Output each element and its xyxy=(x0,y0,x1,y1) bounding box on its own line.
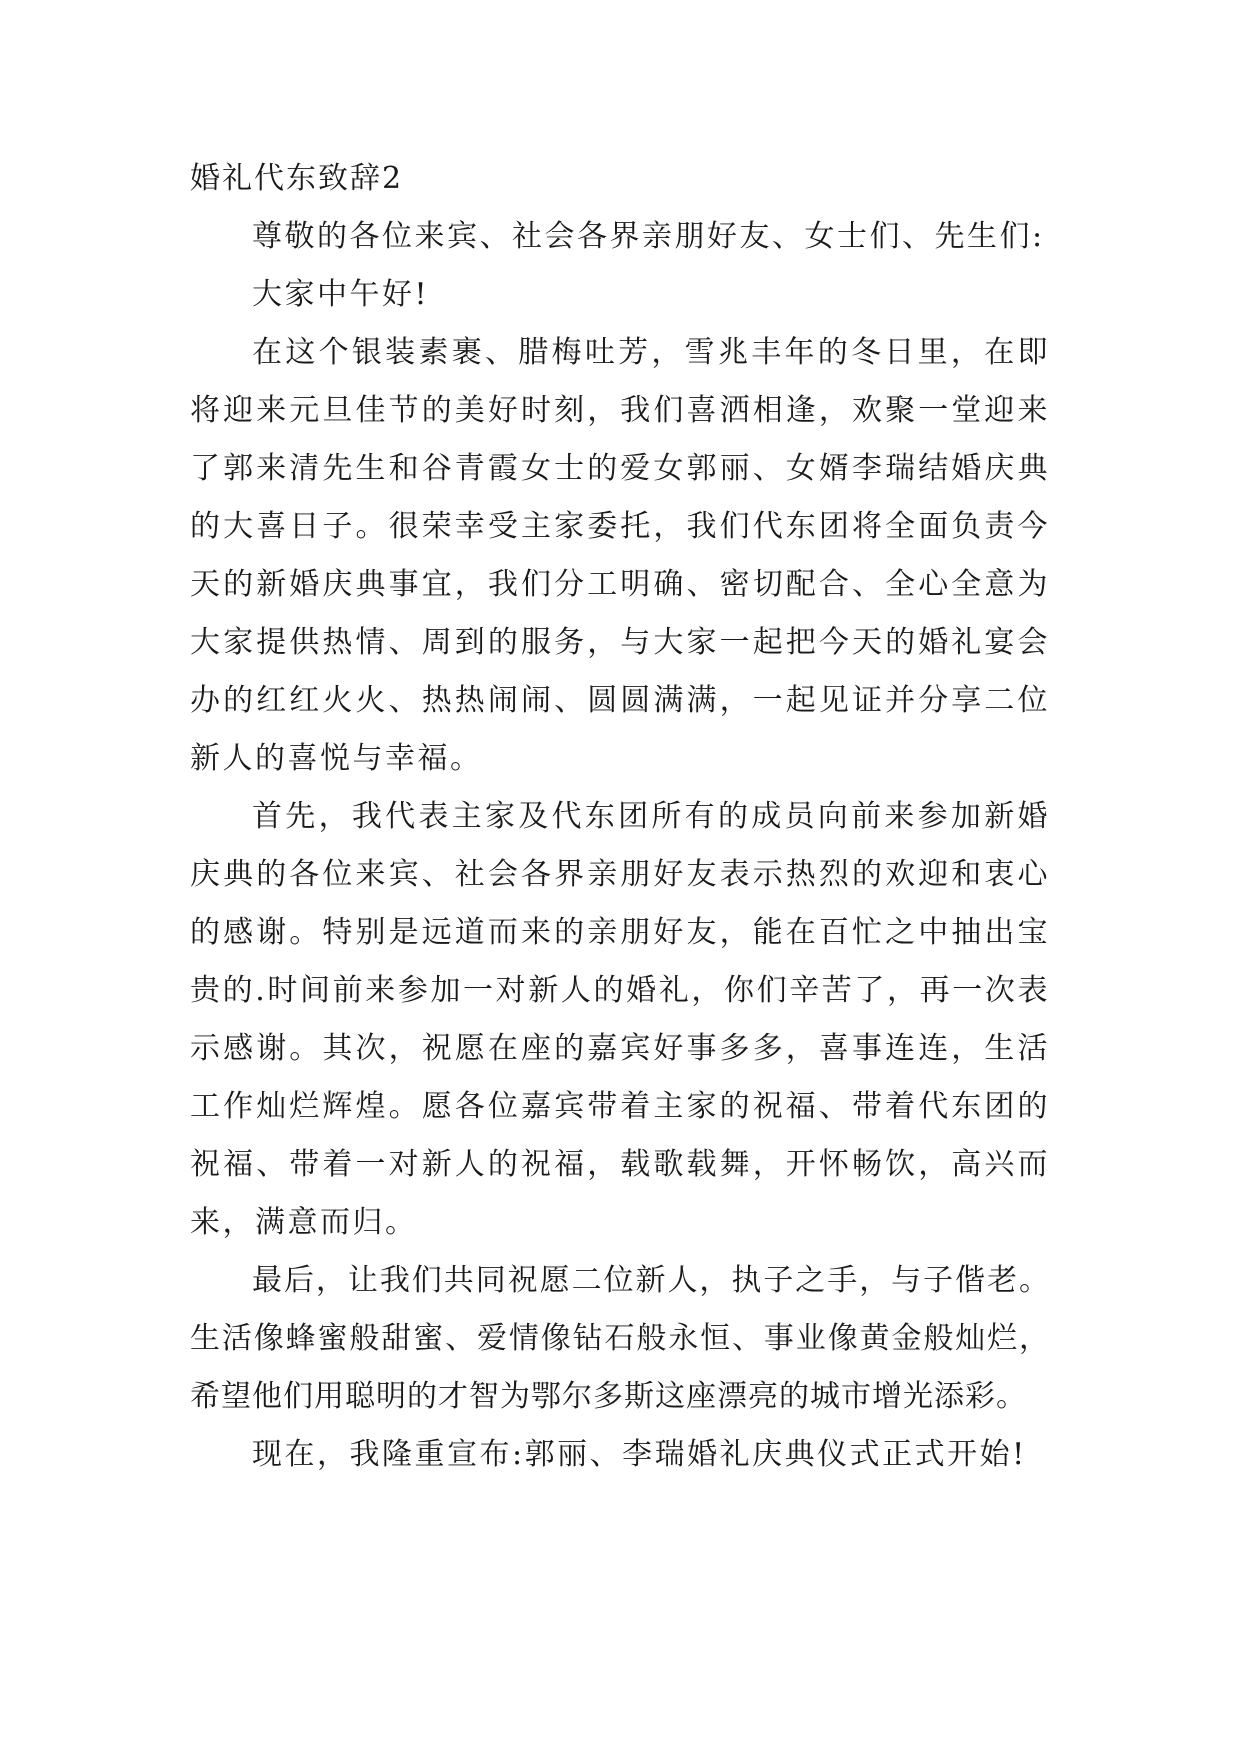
document-title: 婚礼代东致辞2 xyxy=(190,161,404,196)
paragraph-opening: 在这个银装素裹、腊梅吐芳，雪兆丰年的冬日里，在即将迎来元旦佳节的美好时刻，我们喜洒相逢，欢聚一堂迎来了郭来清先生和谷青霞女士的爱女郭丽、女婿李瑞结婚庆典的大喜日子。很荣幸受主家委托，我们代东团将全面负责今天的新婚庆典事宜，我们分工明确、密切配合、全心全意为大家提供热情、周到的服务，与大家一起把今天的婚礼宴会办的红红火火、热热闹闹、圆圆满满，一起见证并分享二位新人的喜悦与幸福。 xyxy=(190,335,1050,776)
paragraph-thanks: 首先，我代表主家及代东团所有的成员向前来参加新婚庆典的各位来宾、社会各界亲朋好友表示热烈的欢迎和衷心的感谢。特别是远道而来的亲朋好友，能在百忙之中抽出宝贵的.时间前来参加一对新人的婚礼，你们辛苦了，再一次表示感谢。其次，祝愿在座的嘉宾好事多多，喜事连连，生活工作灿烂辉煌。愿各位嘉宾带着主家的祝福、带着代东团的祝福、带着一对新人的祝福，载歌载舞，开怀畅饮，高兴而来，满意而归。 xyxy=(190,799,1050,1240)
paragraph-announcement: 现在，我隆重宣布:郭丽、李瑞婚礼庆典仪式正式开始! xyxy=(252,1437,1027,1472)
document-body xyxy=(190,150,1050,1484)
salutation: 尊敬的各位来宾、社会各界亲朋好友、女士们、先生们: xyxy=(252,219,1045,254)
paragraph-blessing: 最后，让我们共同祝愿二位新人，执子之手，与子偕老。生活像蜂蜜般甜蜜、爱情像钻石般永恒、事业像黄金般灿烂，希望他们用聪明的才智为鄂尔多斯这座漂亮的城市增光添彩。 xyxy=(190,1263,1050,1414)
greeting: 大家中午好! xyxy=(252,277,430,312)
